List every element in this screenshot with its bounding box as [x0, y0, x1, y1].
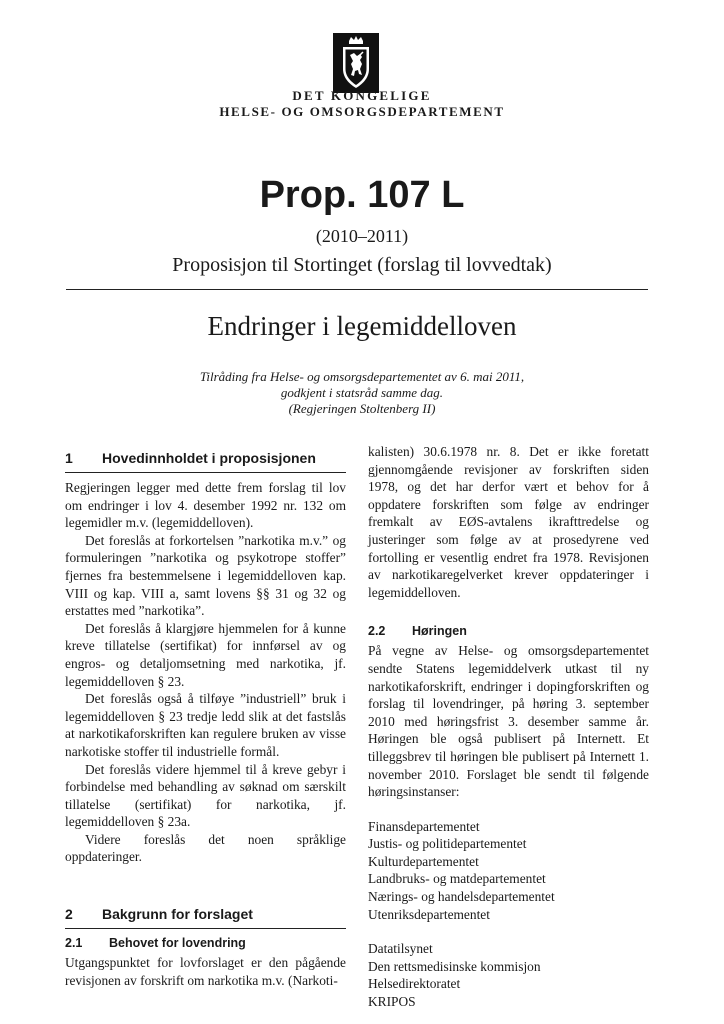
section-number: 1	[65, 450, 73, 466]
section-1-heading	[65, 450, 346, 473]
list-item: Helsedirektoratet	[368, 976, 461, 992]
section-title: Bakgrunn for forslaget	[102, 906, 253, 923]
session-years: (2010–2011)	[315, 226, 409, 246]
proposition-title: Prop. 107 L	[259, 174, 465, 216]
list-item: KRIPOS	[368, 994, 416, 1010]
department-line-1: DET KONGELIGE	[292, 88, 432, 103]
list-item: Datatilsynet	[368, 941, 433, 957]
department-line-2: HELSE- OG OMSORGSDEPARTEMENT	[219, 104, 505, 119]
paragraph: Det foreslås å klargjøre hjemmelen for å kunne kreve tillatelse (sertifikat) for innførsel av og engros- og detaljomsetning med narkotika, jf. legemiddelloven § 23.	[65, 620, 346, 689]
ministries-list	[368, 818, 649, 924]
recommendation-line: Tilråding fra Helse- og omsorgsdepartementet av 6. mai 2011,	[199, 369, 525, 384]
paragraph: Regjeringen legger med dette frem forslag til lov om endringer i lov 4. desember 1992 nr. 132 om legemidler m.v. (legemiddelloven).	[65, 480, 346, 531]
section-2-heading	[65, 906, 346, 929]
subsection-number: 2.2	[368, 624, 386, 639]
recommendation-note	[0, 369, 724, 417]
paragraph: Det foreslås at forkortelsen ”narkotika m.v.” og formuleringen ”narkotika og psykotrope stoffer” fjernes fra bestemmelsene i legemiddelloven kap. VIII og kap. VIII a, samt lovens §§ 31 og 32 og erstattes med ”narkotika”.	[65, 532, 346, 619]
coat-of-arms-icon	[333, 33, 379, 93]
list-item: Utenriksdepartementet	[368, 906, 490, 922]
document-title: Endringer i legemiddelloven	[207, 311, 517, 341]
proposition-subtitle: Proposisjon til Stortinget (forslag til lovvedtak)	[172, 254, 552, 276]
list-item: Kulturdepartementet	[368, 853, 479, 869]
section-2-2-heading	[368, 623, 649, 640]
paragraph: Utgangspunktet for lovforslaget er den pågående revisjonen av forskrift om narkotika m.v. (Narkoti-	[65, 955, 346, 988]
subsection-title: Høringen	[412, 624, 467, 639]
right-column	[368, 443, 649, 1011]
subsection-title: Behovet for lovendring	[109, 936, 246, 951]
paragraph: Videre foreslås det noen språklige oppdateringer.	[65, 831, 346, 865]
paragraph: På vegne av Helse- og omsorgsdepartementet sendte Statens legemiddelverk utkast til ny narkotikaforskrift, endringer i dopingforskriften og forslag til lovendringer, på høring 3. september 2010 med høringsfrist 3. desember samme år. Høringen ble også publisert på Internett. Et tilleggsbrev til høringen ble publisert på Internett 1. november 2010. Forslaget ble sendt til følgende høringsinstanser:	[368, 643, 649, 800]
section-number: 2	[65, 906, 73, 923]
paragraph: Det foreslås videre hjemmel til å kreve gebyr i forbindelse med behandling av søknad om særskilt tillatelse (sertifikat) for narkotika, jf. legemiddelloven § 23a.	[65, 761, 346, 830]
list-item: Landbruks- og matdepartementet	[368, 871, 546, 887]
list-item: Justis- og politidepartementet	[368, 836, 527, 852]
paragraph: kalisten) 30.6.1978 nr. 8. Det er ikke foretatt gjennomgående revisjoner av forskriften siden 1978, og det har derfor vært et behov for å oppdatere forskriften som følge av endringer fremkalt av EØS-avtalens ikrafttredelse og justeringer som følge av at prosedyrene ved fortolling er vesentlig endret fra 1978. Revisjonen av narkotikaregelverket krever oppdateringer i legemiddelloven.	[368, 444, 649, 600]
title-divider	[66, 289, 648, 290]
recommendation-line: godkjent i statsråd samme dag.	[280, 385, 444, 400]
section-title: Hovedinnholdet i proposisjonen	[102, 450, 316, 466]
paragraph: Det foreslås også å tilføye ”industriell” bruk i legemiddelloven § 23 tredje ledd slik at det fastslås at narkotikaforskriften kan regulere bruken av visse narkotiske stoffer til industrielle formål.	[65, 691, 346, 759]
list-item: Nærings- og handelsdepartementet	[368, 889, 555, 905]
coat-of-arms-logo	[333, 33, 379, 93]
subsection-number: 2.1	[65, 936, 83, 951]
agencies-list	[368, 940, 649, 1010]
recommendation-line: (Regjeringen Stoltenberg II)	[288, 401, 436, 416]
list-item: Finansdepartementet	[368, 818, 480, 834]
section-2-1-heading	[65, 935, 346, 952]
left-column	[65, 450, 346, 989]
list-item: Den rettsmedisinske kommisjon	[368, 958, 541, 974]
